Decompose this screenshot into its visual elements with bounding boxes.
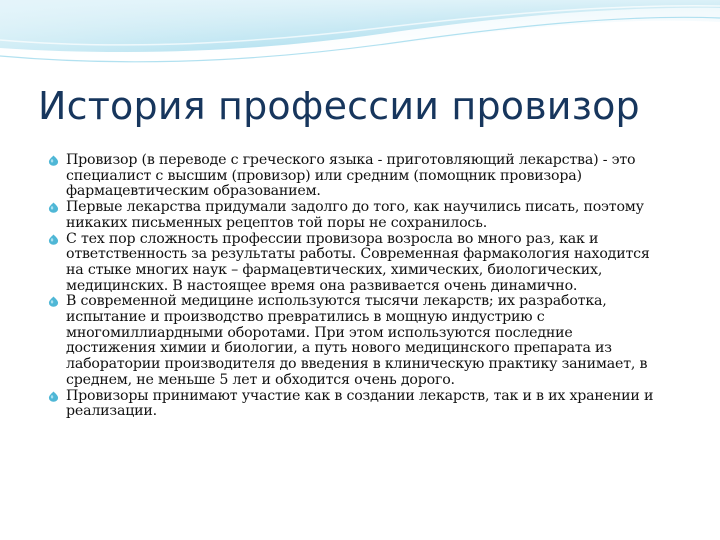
bullet-text: Провизор (в переводе с греческого языка - приготовляющий лекарства) - это специалист с высшим (провизор) или средним (помощник провизора) фармацевтическим образованием. (66, 152, 636, 200)
header-wave-decoration (0, 0, 720, 80)
droplet-bullet-icon (48, 391, 59, 402)
droplet-bullet-icon (48, 202, 59, 213)
droplet-bullet-icon (48, 234, 59, 245)
bullet-text: Первые лекарства придумали задолго до того, как научились писать, поэтому никаких письменных рецептов той поры не сохранилось. (66, 199, 644, 231)
bullet-item (44, 294, 664, 388)
bullet-text: С тех пор сложность профессии провизора возросла во много раз, как и ответственность за результаты работы. Современная фармакология находится на стыке многих наук – фармацевтических, химических, биологических, медицинских. В настоящее время она развивается очень динамично. (66, 230, 650, 294)
bullet-text: Провизоры принимают участие как в создании лекарств, так и в их хранении и реализации. (66, 387, 654, 420)
bullet-text: В современной медицине используются тысячи лекарств; их разработка, испытание и производство превратились в мощную индустрию с многомиллиардными оборотами. При этом используются последние достижения химии и биологии, а путь нового медицинского препарата из лаборатории производителя до введения в клиническую практику занимает, в среднем, не меньше 5 лет и обходится очень дорого. (66, 293, 648, 388)
bullet-item (44, 232, 664, 295)
slide-title: История профессии провизор (38, 84, 640, 128)
bullet-item (44, 153, 664, 200)
bullet-list (44, 153, 664, 420)
bullet-item (44, 389, 664, 420)
droplet-bullet-icon (48, 155, 59, 166)
droplet-bullet-icon (48, 296, 59, 307)
bullet-item (44, 200, 664, 231)
